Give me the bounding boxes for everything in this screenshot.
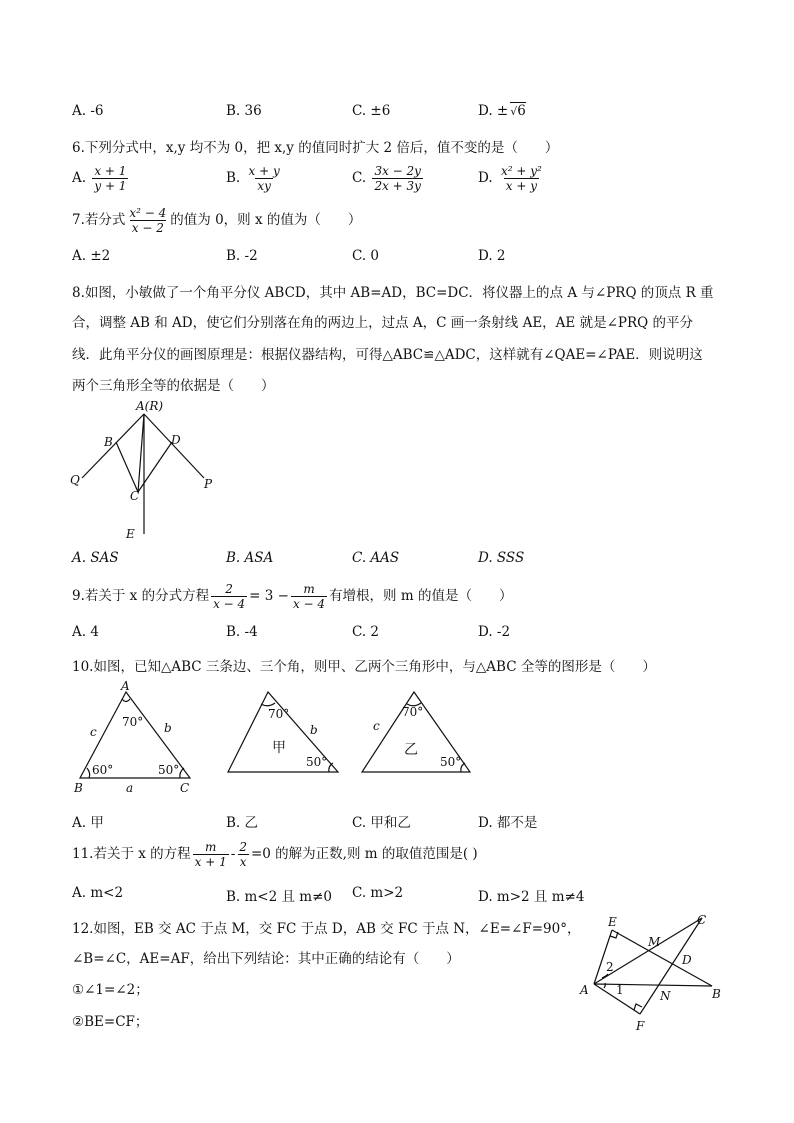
jia-angle-top: 70°	[268, 707, 290, 721]
arc-jia-right	[329, 763, 333, 772]
label-side-a: a	[126, 781, 134, 795]
ray-aq	[82, 414, 144, 478]
q9-option-c[interactable]: C. 2	[352, 624, 380, 640]
q6-option-d[interactable]: D. $\frac{\text{x² + y²}}{x + y}$	[478, 164, 542, 193]
angle-a-value: 70°	[122, 715, 144, 729]
q8-option-d[interactable]: D. SSS	[478, 550, 525, 566]
sqrt-radicand: √6	[510, 103, 526, 119]
q10-option-b[interactable]: B. 乙	[226, 815, 259, 831]
label-c: C	[130, 489, 140, 503]
q12-geometry-figure	[572, 908, 732, 1038]
label-q: Q	[70, 473, 80, 487]
q6-option-b[interactable]: B. $\frac{x + y}{xy}$	[226, 164, 280, 193]
q12-conclusion-2: ②BE=CF；	[72, 1014, 149, 1030]
q11-option-b[interactable]: B. m<2 且 m≠0	[226, 889, 332, 905]
q7-option-a[interactable]: A. ±2	[72, 248, 111, 264]
label-a: A	[121, 680, 130, 693]
q10-option-c[interactable]: C. 甲和乙	[352, 815, 411, 831]
label-side-c: c	[90, 725, 97, 739]
arc-jia-top	[261, 703, 275, 706]
q9-option-d[interactable]: D. -2	[478, 624, 511, 640]
q10-option-a[interactable]: A. 甲	[72, 815, 104, 831]
q11-stem: 11.若关于 x 的方程 $\frac{m}{x + 1}$ - $\frac{2}{x}$ =0 的解为正数,则 m 的取值范围是( )	[72, 840, 478, 869]
label-side-b: b	[164, 721, 172, 735]
label-b: B	[74, 781, 83, 795]
q8-angle-bisector-figure	[66, 396, 226, 546]
label-c: C	[697, 913, 707, 927]
label-c: C	[180, 781, 190, 795]
q8-stem-line2: 合，调整 AB 和 AD，使它们分别落在角的两边上，过点 A，C 画一条射线 AE，AE 就是∠PRQ 的平分	[72, 315, 693, 331]
segment-eb	[612, 930, 712, 986]
q5-option-d[interactable]: D. ± √6	[478, 103, 526, 119]
q12-stem-line1: 12.如图，EB 交 AC 于点 M，交 FC 于点 D，AB 交 FC 于点 N，∠E=∠F=90°，	[72, 921, 581, 937]
q10-stem: 10.如图，已知△ABC 三条边、三个角，则甲、乙两个三角形中，与△ABC 全等的图形是（ ）	[72, 659, 656, 675]
q6-option-c[interactable]: C. $\frac{3x - 2y}{2x + 3y}$	[352, 164, 421, 193]
q10-triangles-figure	[70, 680, 480, 800]
q10-option-d[interactable]: D. 都不是	[478, 815, 538, 831]
label-angle-1: 1	[616, 983, 624, 997]
label-b: B	[712, 987, 721, 1001]
segment-dc	[138, 442, 172, 492]
q8-option-b[interactable]: B. ASA	[226, 550, 274, 566]
q7-option-b[interactable]: B. -2	[226, 248, 258, 264]
q5-option-c[interactable]: C. ±6	[352, 103, 391, 119]
yi-angle-right: 50°	[440, 755, 462, 769]
jia-label: 甲	[272, 740, 286, 756]
right-angle-f	[634, 1004, 642, 1010]
q9-option-b[interactable]: B. -4	[226, 624, 258, 640]
q12-stem-line2: ∠B=∠C，AE=AF，给出下列结论：其中正确的结论有（ ）	[72, 951, 460, 967]
label-e: E	[126, 527, 135, 541]
label-d: D	[171, 433, 181, 447]
segment-ac	[138, 414, 144, 492]
q8-stem-line3: 线．此角平分仪的画图原理是：根据仪器结构，可得△ABC≌△ADC，这样就有∠QAE=∠PAE．则说明这	[72, 347, 703, 363]
label-n: N	[660, 989, 671, 1003]
label-p: P	[204, 477, 213, 491]
q5-option-a[interactable]: A. -6	[72, 103, 104, 119]
label-f: F	[636, 1019, 645, 1033]
yi-label: 乙	[404, 742, 418, 758]
yi-angle-top: 70°	[402, 705, 424, 719]
q8-stem-line1: 8.如图，小敏做了一个角平分仪 ABCD，其中 AB=AD，BC=DC．将仪器上的点 A 与∠PRQ 的顶点 R 重	[72, 285, 714, 301]
segment-ab	[594, 984, 712, 986]
q6-stem: 6.下列分式中，x,y 均不为 0，把 x,y 的值同时扩大 2 倍后，值不变的是（ ）	[72, 140, 559, 156]
angle-c-value: 50°	[158, 763, 180, 777]
q7-option-d[interactable]: D. 2	[478, 248, 506, 264]
label-b: B	[104, 435, 113, 449]
label-m: M	[648, 935, 661, 949]
q5-option-b[interactable]: B. 36	[226, 103, 262, 119]
q12-conclusion-1: ①∠1=∠2；	[72, 982, 149, 998]
jia-side-b: b	[310, 723, 318, 737]
q7-stem: 7.若分式 $\frac{\text{x² − 4}}{x - 2}$ 的值为 0，则 x 的值为（ ）	[72, 206, 362, 235]
q8-stem-line4: 两个三角形全等的依据是（ ）	[72, 378, 275, 394]
q8-option-c[interactable]: C. AAS	[352, 550, 400, 566]
label-d: D	[682, 953, 692, 967]
segment-ae	[594, 930, 612, 984]
q7-option-c[interactable]: C. 0	[352, 248, 380, 264]
q6-option-a[interactable]: A. $\frac{x + 1}{y + 1}$	[72, 164, 127, 193]
angle-b-value: 60°	[92, 763, 114, 777]
label-e: E	[608, 915, 617, 929]
q9-stem: 9.若关于 x 的分式方程 $\frac{2}{x - 4}$ = 3 − $\frac{m}{x - 4}$ 有增根，则 m 的值是（ ）	[72, 582, 513, 611]
q8-option-a[interactable]: A. SAS	[72, 550, 119, 566]
arc-angle-a	[122, 699, 130, 702]
yi-side-c: c	[373, 719, 380, 733]
q9-option-a[interactable]: A. 4	[72, 624, 99, 640]
q11-option-c[interactable]: C. m>2	[352, 885, 404, 901]
q11-option-a[interactable]: A. m<2	[72, 885, 124, 901]
segment-cf	[640, 918, 702, 1014]
jia-angle-right: 50°	[306, 755, 328, 769]
label-angle-2: 2	[606, 960, 614, 974]
arc-angle-b	[87, 768, 90, 778]
label-a-r: A(R)	[136, 399, 164, 413]
q11-option-d[interactable]: D. m>2 且 m≠4	[478, 889, 585, 905]
label-a: A	[580, 983, 589, 997]
segment-bc	[116, 442, 138, 492]
